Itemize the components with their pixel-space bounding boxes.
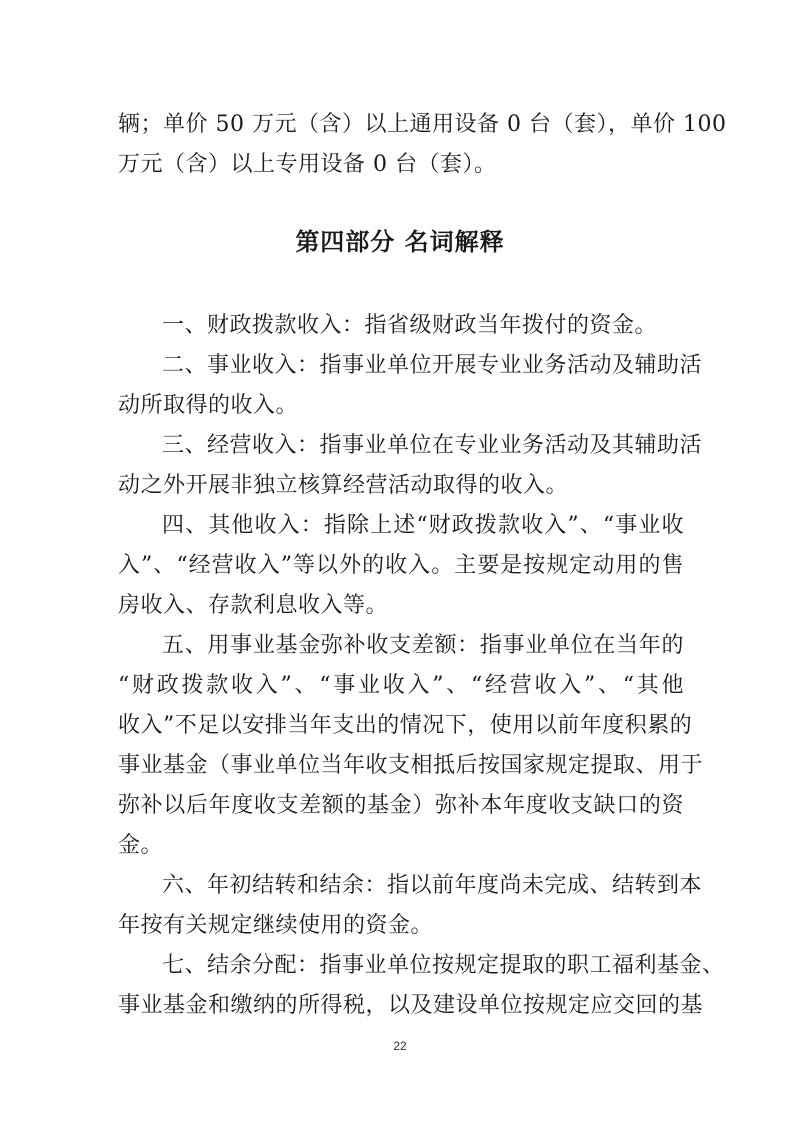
paragraph-line: 事业基金和缴纳的所得税，以及建设单位按规定应交回的基 — [118, 993, 704, 1018]
paragraph-line: 弥补以后年度收支差额的基金）弥补本年度收支缺口的资 — [118, 793, 684, 818]
paragraph-line-first: 六、年初结转和结余：指以前年度尚未完成、结转到本 — [162, 873, 703, 898]
paragraph-line: 入”、“经营收入”等以外的收入。主要是按规定动用的售 — [118, 553, 684, 578]
body-text-line: 辆；单价 50 万元（含）以上通用设备 0 台（套），单价 100 — [118, 112, 727, 137]
paragraph-line-first: 四、其他收入：指除上述“财政拨款收入”、“事业收 — [162, 513, 684, 538]
paragraph-line: 金。 — [118, 833, 164, 858]
body-text-line: 万元（含）以上专用设备 0 台（套）。 — [118, 152, 497, 177]
section-title: 第四部分 名词解释 — [295, 228, 505, 256]
paragraph-line-first: 三、经营收入：指事业单位在专业业务活动及其辅助活 — [162, 433, 703, 458]
paragraph-line: “财政拨款收入”、“事业收入”、“经营收入”、“其他 — [118, 673, 684, 698]
paragraph-line-first: 七、结余分配：指事业单位按规定提取的职工福利基金、 — [162, 953, 725, 978]
paragraph-line: 动所取得的收入。 — [118, 393, 299, 418]
paragraph-line: 收入”不足以安排当年支出的情况下，使用以前年度积累的 — [118, 713, 693, 738]
paragraph-line-first: 五、用事业基金弥补收支差额：指事业单位在当年的 — [162, 633, 684, 658]
paragraph-line: 事业基金（事业单位当年收支相抵后按国家规定提取、用于 — [118, 753, 704, 778]
paragraph-line: 年按有关规定继续使用的资金。 — [118, 913, 434, 938]
paragraph-line: 房收入、存款利息收入等。 — [118, 593, 389, 618]
paragraph-line-first: 一、财政拨款收入：指省级财政当年拨付的资金。 — [162, 313, 658, 338]
paragraph-line-first: 二、事业收入：指事业单位开展专业业务活动及辅助活 — [162, 353, 703, 378]
page-number: 22 — [393, 1039, 407, 1053]
paragraph-line: 动之外开展非独立核算经营活动取得的收入。 — [118, 473, 569, 498]
